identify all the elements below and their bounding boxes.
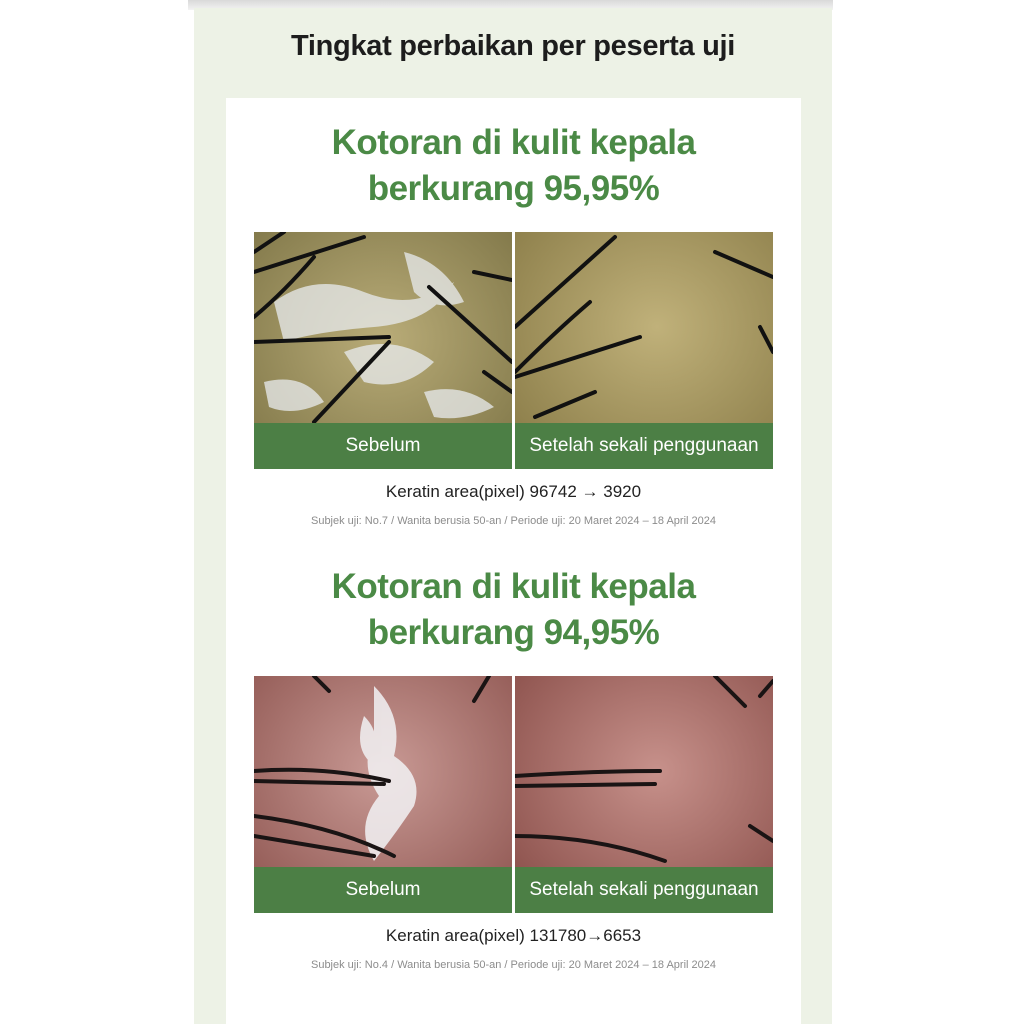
keratin-metric: Keratin area(pixel) 96742 → 3920 <box>385 482 642 501</box>
headline-line-1: Kotoran di kulit kepala <box>331 567 696 606</box>
infographic-panel <box>194 8 832 1024</box>
page-title: Tingkat perbaikan per peserta uji <box>290 30 736 62</box>
before-caption: Sebelum <box>254 423 512 469</box>
after-caption: Setelah sekali penggunaan <box>515 867 773 913</box>
after-photo <box>515 232 773 469</box>
result-headline <box>226 120 801 212</box>
result-headline <box>226 564 801 656</box>
after-caption: Setelah sekali penggunaan <box>515 423 773 469</box>
before-photo <box>254 676 512 913</box>
before-after-photos <box>254 676 773 913</box>
result-section-2 <box>226 564 801 971</box>
keratin-metric: Keratin area(pixel) 131780→6653 <box>385 926 642 945</box>
result-section-1 <box>226 120 801 527</box>
results-card <box>226 98 801 1024</box>
headline-line-2: berkurang 94,95% <box>367 613 660 652</box>
headline-line-1: Kotoran di kulit kepala <box>331 123 696 162</box>
before-photo <box>254 232 512 469</box>
subject-info: Subjek uji: No.4 / Wanita berusia 50-an / Periode uji: 20 Maret 2024 – 18 April 2024 <box>310 959 716 971</box>
subject-info: Subjek uji: No.7 / Wanita berusia 50-an / Periode uji: 20 Maret 2024 – 18 April 2024 <box>310 515 716 527</box>
headline-line-2: berkurang 95,95% <box>367 169 660 208</box>
after-photo <box>515 676 773 913</box>
before-caption: Sebelum <box>254 867 512 913</box>
before-after-photos <box>254 232 773 469</box>
